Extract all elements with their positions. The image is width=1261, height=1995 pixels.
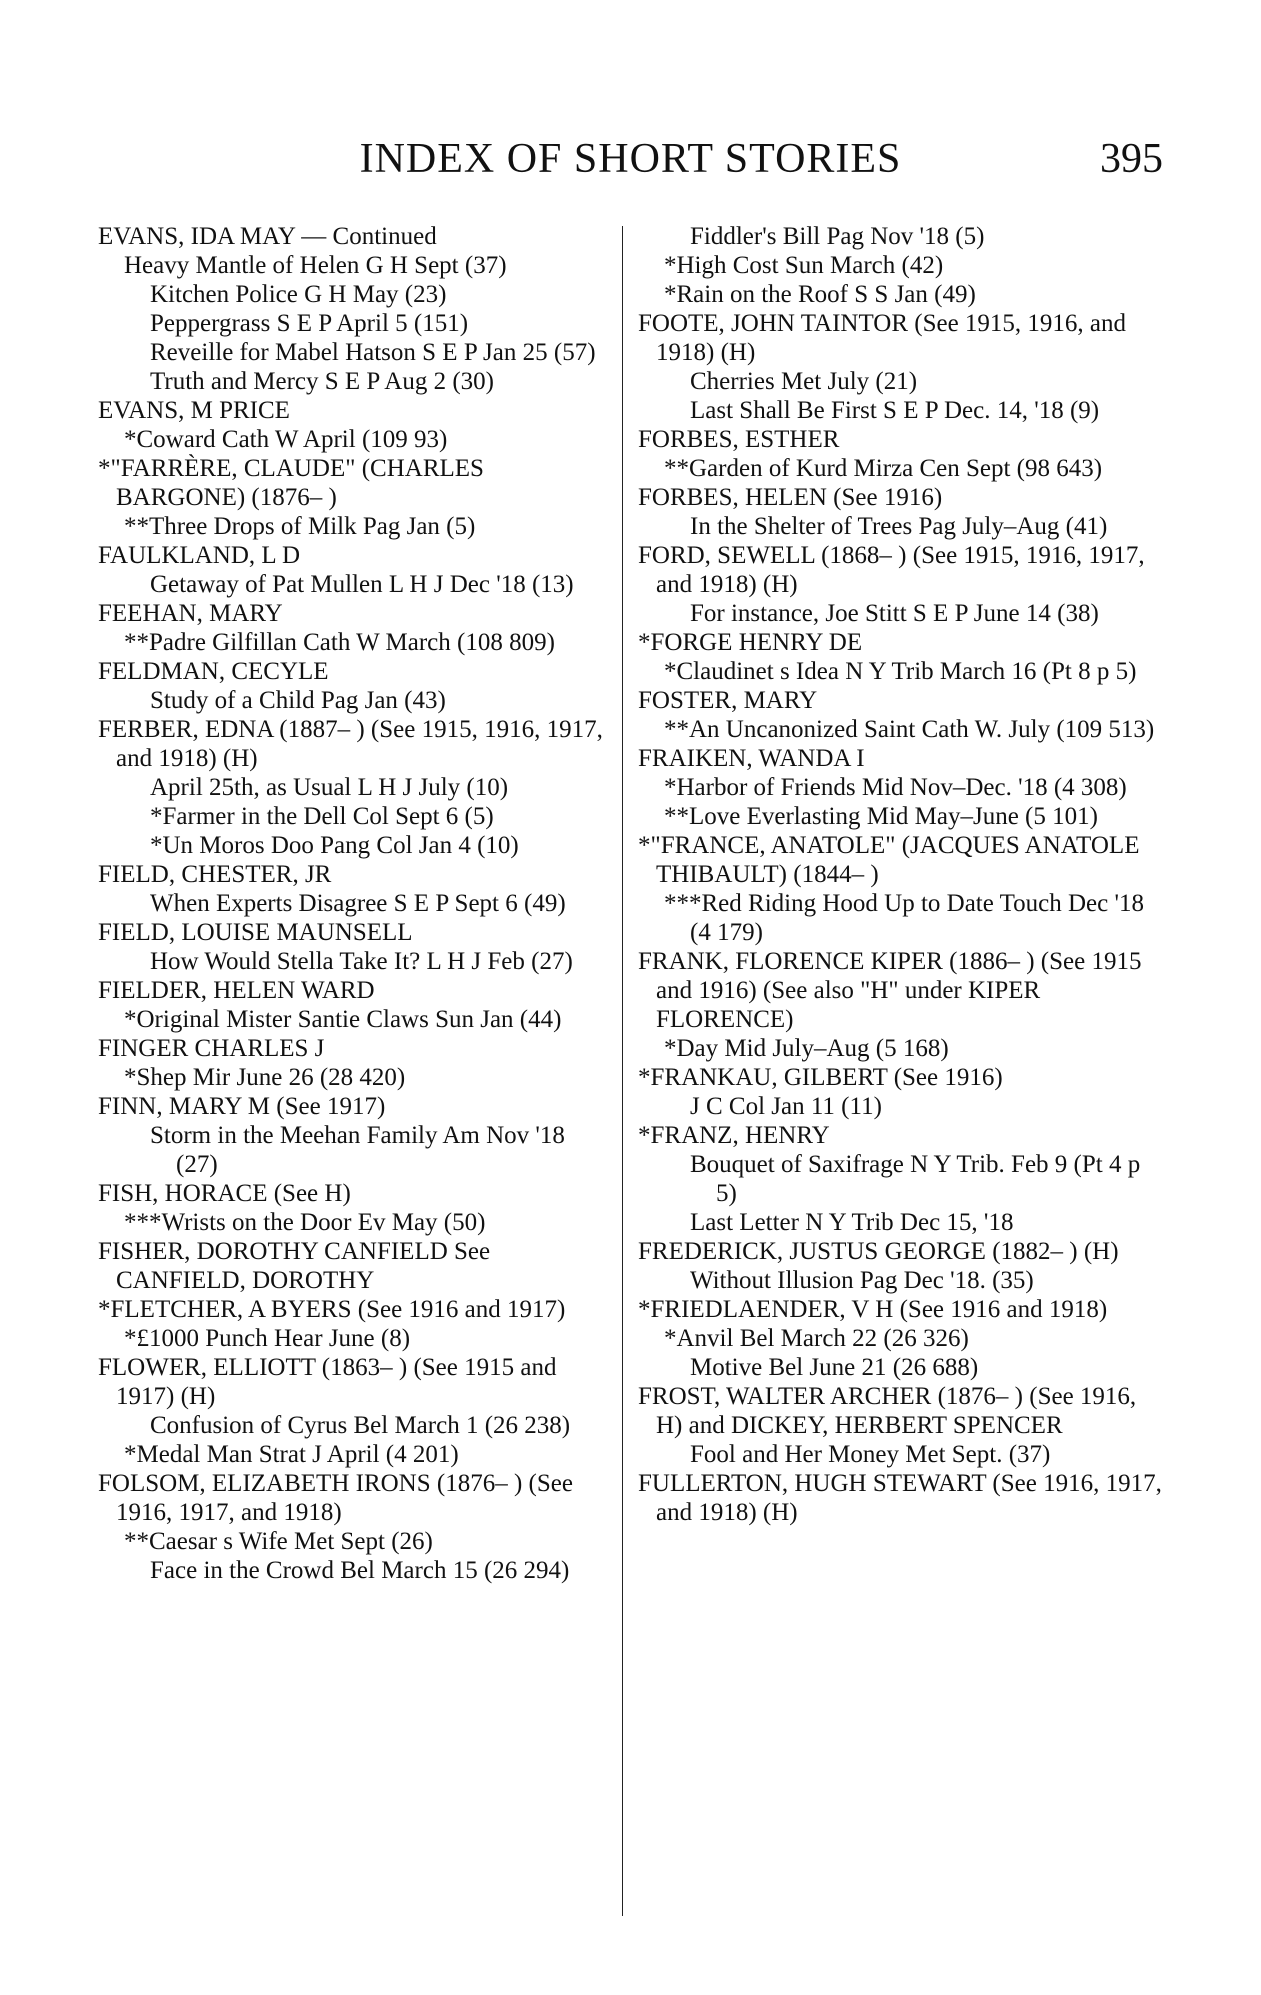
author-entry: FEEHAN, MARY xyxy=(98,600,283,627)
author-entry: FERBER, EDNA (1887– ) (See 1915, 1916, 1917, and 1918) (H) xyxy=(98,716,603,772)
story-entry: *High Cost Sun March (42) xyxy=(664,252,944,279)
author-entry: FINGER CHARLES J xyxy=(98,1035,325,1062)
page-title: INDEX OF SHORT STORIES xyxy=(359,136,902,182)
author-entry: FREDERICK, JUSTUS GEORGE (1882– ) (H) xyxy=(638,1238,1119,1265)
story-entry: Storm in the Meehan Family Am Nov '18 (27) xyxy=(150,1122,565,1178)
story-entry: When Experts Disagree S E P Sept 6 (49) xyxy=(150,890,566,917)
story-entry: Without Illusion Pag Dec '18. (35) xyxy=(690,1267,1034,1294)
story-entry: Kitchen Police G H May (23) xyxy=(150,281,447,308)
author-entry: FOOTE, JOHN TAINTOR (See 1915, 1916, and 1918) (H) xyxy=(638,310,1127,366)
story-entry: Reveille for Mabel Hatson S E P Jan 25 (57) xyxy=(150,339,596,366)
story-entry: Study of a Child Pag Jan (43) xyxy=(150,687,446,714)
column-divider xyxy=(622,226,623,1916)
story-entry: Heavy Mantle of Helen G H Sept (37) xyxy=(124,252,507,279)
author-entry: *FRANKAU, GILBERT (See 1916) xyxy=(638,1064,1003,1091)
author-entry: FIELD, CHESTER, JR xyxy=(98,861,332,888)
story-entry: Truth and Mercy S E P Aug 2 (30) xyxy=(150,368,494,395)
story-entry: J C Col Jan 11 (11) xyxy=(690,1093,882,1120)
story-entry: **Caesar s Wife Met Sept (26) xyxy=(124,1528,433,1555)
author-entry: *FRANZ, HENRY xyxy=(638,1122,830,1149)
author-entry: *"FARRÈRE, CLAUDE" (CHARLES BARGONE) (1876– ) xyxy=(98,455,484,511)
story-entry: Confusion of Cyrus Bel March 1 (26 238) xyxy=(150,1412,571,1439)
story-entry: *Rain on the Roof S S Jan (49) xyxy=(664,281,976,308)
author-entry: FOLSOM, ELIZABETH IRONS (1876– ) (See 1916, 1917, and 1918) xyxy=(98,1470,573,1526)
author-entry: FORBES, ESTHER xyxy=(638,426,840,453)
story-entry: Last Letter N Y Trib Dec 15, '18 xyxy=(690,1209,1014,1236)
story-entry: How Would Stella Take It? L H J Feb (27) xyxy=(150,948,573,975)
story-entry: *Original Mister Santie Claws Sun Jan (44) xyxy=(124,1006,562,1033)
author-entry: *FRIEDLAENDER, V H (See 1916 and 1918) xyxy=(638,1296,1108,1323)
author-entry: EVANS, M PRICE xyxy=(98,397,290,424)
author-entry: FULLERTON, HUGH STEWART (See 1916, 1917, and 1918) (H) xyxy=(638,1470,1162,1526)
author-entry: FISH, HORACE (See H) xyxy=(98,1180,351,1207)
story-entry: Fool and Her Money Met Sept. (37) xyxy=(690,1441,1051,1468)
right-column xyxy=(638,222,1163,1527)
author-entry: EVANS, IDA MAY — Continued xyxy=(98,223,437,250)
story-entry: **Love Everlasting Mid May–June (5 101) xyxy=(664,803,1098,830)
author-entry: FIELDER, HELEN WARD xyxy=(98,977,375,1004)
page-number: 395 xyxy=(1100,136,1163,182)
left-column xyxy=(98,222,608,1585)
story-entry: *Harbor of Friends Mid Nov–Dec. '18 (4 308) xyxy=(664,774,1127,801)
story-entry: ***Wrists on the Door Ev May (50) xyxy=(124,1209,486,1236)
story-entry: In the Shelter of Trees Pag July–Aug (41) xyxy=(690,513,1108,540)
author-entry: FISHER, DOROTHY CANFIELD See CANFIELD, DOROTHY xyxy=(98,1238,491,1294)
story-entry: **An Uncanonized Saint Cath W. July (109 513) xyxy=(664,716,1155,743)
author-entry: FLOWER, ELLIOTT (1863– ) (See 1915 and 1917) (H) xyxy=(98,1354,557,1410)
story-entry: April 25th, as Usual L H J July (10) xyxy=(150,774,509,801)
author-entry: FINN, MARY M (See 1917) xyxy=(98,1093,386,1120)
story-entry: ***Red Riding Hood Up to Date Touch Dec '18 (4 179) xyxy=(664,890,1145,946)
story-entry: *Un Moros Doo Pang Col Jan 4 (10) xyxy=(150,832,519,859)
story-entry: *Farmer in the Dell Col Sept 6 (5) xyxy=(150,803,494,830)
story-entry: *Anvil Bel March 22 (26 326) xyxy=(664,1325,969,1352)
author-entry: FIELD, LOUISE MAUNSELL xyxy=(98,919,413,946)
story-entry: Bouquet of Saxifrage N Y Trib. Feb 9 (Pt 4 p 5) xyxy=(690,1151,1141,1207)
story-entry: **Padre Gilfillan Cath W March (108 809) xyxy=(124,629,555,656)
author-entry: FORD, SEWELL (1868– ) (See 1915, 1916, 1917, and 1918) (H) xyxy=(638,542,1145,598)
author-entry: FROST, WALTER ARCHER (1876– ) (See 1916, H) and DICKEY, HERBERT SPENCER xyxy=(638,1383,1137,1439)
author-entry: *FLETCHER, A BYERS (See 1916 and 1917) xyxy=(98,1296,566,1323)
author-entry: FAULKLAND, L D xyxy=(98,542,301,569)
story-entry: *Shep Mir June 26 (28 420) xyxy=(124,1064,406,1091)
author-entry: FORBES, HELEN (See 1916) xyxy=(638,484,943,511)
story-entry: *Day Mid July–Aug (5 168) xyxy=(664,1035,949,1062)
story-entry: *Claudinet s Idea N Y Trib March 16 (Pt 8 p 5) xyxy=(664,658,1137,685)
story-entry: *£1000 Punch Hear June (8) xyxy=(124,1325,411,1352)
story-entry: *Coward Cath W April (109 93) xyxy=(124,426,448,453)
author-entry: *FORGE HENRY DE xyxy=(638,629,863,656)
story-entry: Motive Bel June 21 (26 688) xyxy=(690,1354,979,1381)
story-entry: For instance, Joe Stitt S E P June 14 (38) xyxy=(690,600,1099,627)
story-entry: Peppergrass S E P April 5 (151) xyxy=(150,310,469,337)
author-entry: FRANK, FLORENCE KIPER (1886– ) (See 1915 and 1916) (See also "H" under KIPER FLORENCE) xyxy=(638,948,1142,1033)
story-entry: Cherries Met July (21) xyxy=(690,368,918,395)
author-entry: *"FRANCE, ANATOLE" (JACQUES ANATOLE THIBAULT) (1844– ) xyxy=(638,832,1140,888)
story-entry: Fiddler's Bill Pag Nov '18 (5) xyxy=(690,223,985,250)
story-entry: *Medal Man Strat J April (4 201) xyxy=(124,1441,459,1468)
author-entry: FELDMAN, CECYLE xyxy=(98,658,329,685)
story-entry: Face in the Crowd Bel March 15 (26 294) xyxy=(150,1557,570,1584)
story-entry: **Three Drops of Milk Pag Jan (5) xyxy=(124,513,476,540)
author-entry: FRAIKEN, WANDA I xyxy=(638,745,865,772)
story-entry: Getaway of Pat Mullen L H J Dec '18 (13) xyxy=(150,571,574,598)
story-entry: Last Shall Be First S E P Dec. 14, '18 (9) xyxy=(690,397,1100,424)
story-entry: **Garden of Kurd Mirza Cen Sept (98 643) xyxy=(664,455,1103,482)
author-entry: FOSTER, MARY xyxy=(638,687,818,714)
